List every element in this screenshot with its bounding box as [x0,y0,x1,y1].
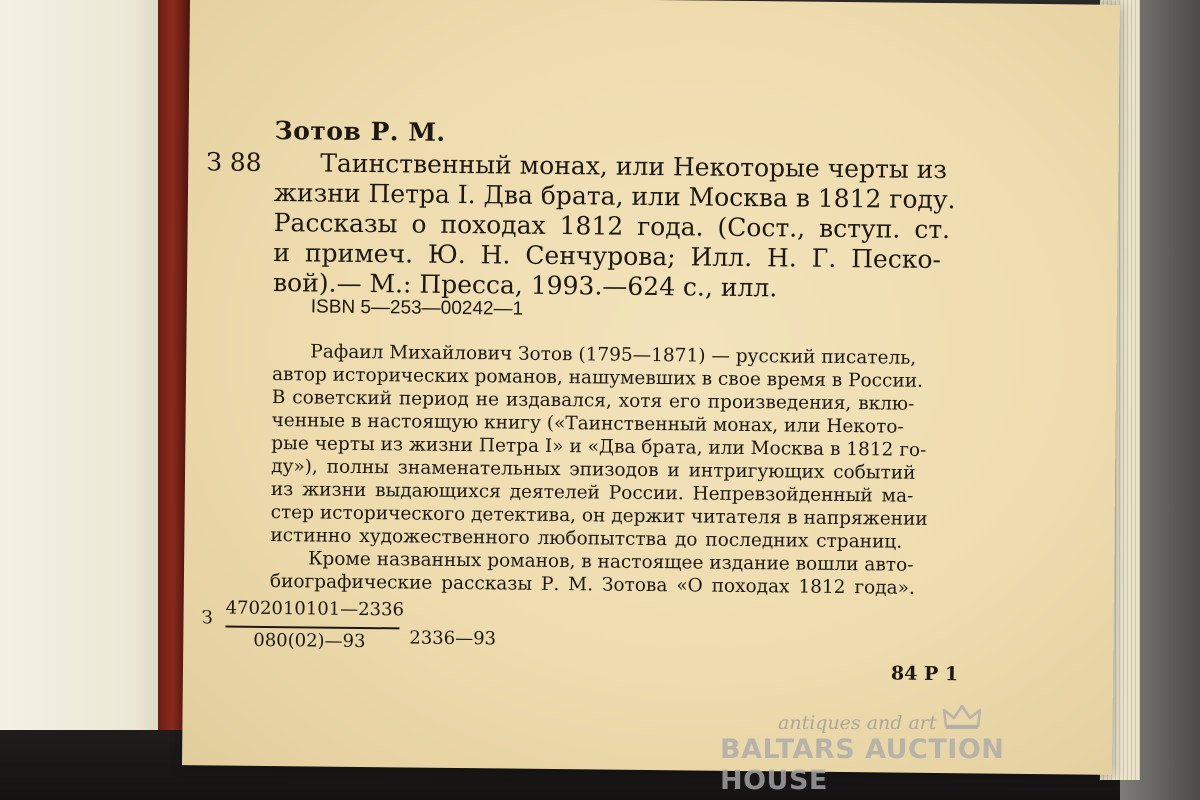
description-line: Кроме названных романов, в настоящее издание вошли авто- [308,548,914,576]
description-line: истинно художественного любопытства до последних страниц. [270,525,903,553]
description-line: из жизни выдающихся деятелей России. Непревзойденный ма- [270,479,914,507]
title-line: Таинственный монах, или Некоторые черты из [320,148,948,185]
watermark-name: BALTARS AUCTION HOUSE [720,734,1005,796]
description-line: стер исторического детектива, он держит читателя в напряжении [270,502,928,530]
description-line: В советский период не издавался, хотя его произведения, вклю- [271,387,915,415]
isbn-number: ISBN 5—253—00242—1 [310,296,524,320]
description-line: автор исторических романов, нашумевших в свое время в России. [271,364,924,392]
fraction-bar [225,626,399,630]
watermark-tagline: antiques and art [778,712,937,734]
author-name: Зотов Р. М. [274,116,446,147]
description-line: биографические рассказы Р. М. Зотова «О походах 1812 года». [269,571,915,599]
auction-watermark [720,708,1120,796]
title-line: жизни Петра I. Два брата, или Москва в 1812 году. [273,178,956,215]
classification-code: З 88 [206,147,262,177]
bibliographic-letter: З [201,607,213,629]
fraction-numerator: 4702010101—2336 [225,597,405,621]
title-line: и примеч. Ю. Н. Сенчурова; Илл. Н. Г. Песко- [273,238,942,275]
description-line: рые черты из жизни Петра I» и «Два брата, или Москва в 1812 го- [271,433,927,461]
description-line: ду»), полны знаменательных эпизодов и интригующих событий [271,456,916,484]
order-code: 2336—93 [409,627,497,650]
fraction-denominator: 080(02)—93 [253,629,366,653]
catalog-card-page [182,0,1120,775]
title-line: вой).— М.: Пресса, 1993.—624 с., илл. [272,268,778,303]
left-facing-page [0,0,168,740]
crown-icon [942,704,982,735]
description-line: Рафаил Михайлович Зотов (1795—1871) — русский писатель, [310,341,917,369]
title-line: Рассказы о походах 1812 года. (Сост., вступ. ст. [273,208,951,245]
bbk-index: 84 Р 1 [890,662,959,686]
description-line: ченные в настоящую книгу («Таинственный монах, или Некото- [271,410,904,438]
